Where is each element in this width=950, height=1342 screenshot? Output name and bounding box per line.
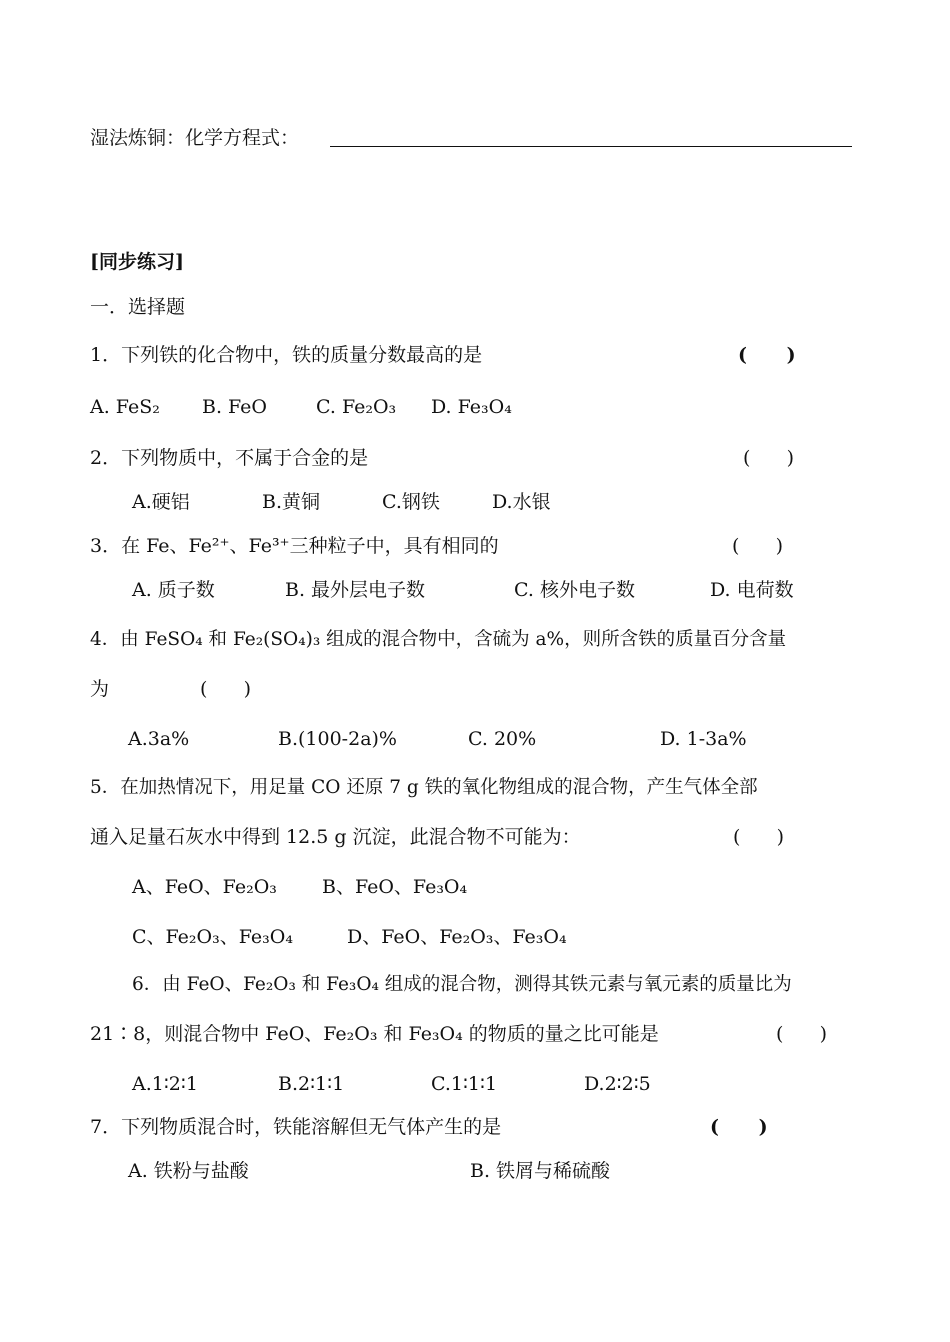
question-3-option-c: C. 核外电子数 xyxy=(514,579,635,601)
section-title: [同步练习] xyxy=(90,251,184,273)
question-5-option-a: A、FeO、Fe₂O₃ xyxy=(132,876,277,898)
question-6-answer-paren: ( ) xyxy=(776,1023,828,1045)
intro-text: 湿法炼铜：化学方程式： xyxy=(90,127,300,149)
question-6-option-c: C.1∶1∶1 xyxy=(431,1073,498,1095)
question-7-option-b: B. 铁屑与稀硫酸 xyxy=(470,1160,611,1182)
question-2-option-c: C.钢铁 xyxy=(382,491,440,513)
question-7-answer-paren: ( ) xyxy=(710,1116,768,1138)
question-7-option-a: A. 铁粉与盐酸 xyxy=(128,1160,249,1182)
question-6-option-a: A.1∶2∶1 xyxy=(132,1073,198,1095)
question-1-option-b: B. FeO xyxy=(202,396,268,418)
question-5-option-b: B、FeO、Fe₃O₄ xyxy=(322,876,468,898)
question-6-stem: 6．由 FeO、Fe₂O₃ 和 Fe₃O₄ 组成的混合物，测得其铁元素与氧元素的质量比为 xyxy=(132,974,792,995)
question-4-option-d: D. 1-3a% xyxy=(660,728,747,750)
question-4-answer-paren: ( ) xyxy=(200,678,252,700)
question-3-option-a: A. 质子数 xyxy=(132,579,215,601)
question-4-option-c: C. 20% xyxy=(468,728,537,750)
question-3-option-b: B. 最外层电子数 xyxy=(285,579,426,601)
question-5-option-c: C、Fe₂O₃、Fe₃O₄ xyxy=(132,926,293,948)
question-4-stem-continued: 为 xyxy=(90,678,110,700)
question-4-stem: 4．由 FeSO₄ 和 Fe₂(SO₄)₃ 组成的混合物中，含硫为 a%，则所含铁的质量百分含量 xyxy=(90,629,787,650)
question-4-option-a: A.3a% xyxy=(128,728,190,750)
question-3-answer-paren: ( ) xyxy=(732,535,784,557)
question-1-option-a: A. FeS₂ xyxy=(90,396,160,418)
question-4-option-b: B.(100-2a)% xyxy=(278,728,397,750)
question-3-stem: 3．在 Fe、Fe²⁺、Fe³⁺三种粒子中，具有相同的 xyxy=(90,535,499,557)
question-5-option-d: D、FeO、Fe₂O₃、Fe₃O₄ xyxy=(347,926,567,948)
question-1-stem: 1．下列铁的化合物中，铁的质量分数最高的是 xyxy=(90,344,483,366)
question-2-option-a: A.硬铝 xyxy=(132,491,190,513)
question-1-option-c: C. Fe₂O₃ xyxy=(316,396,397,418)
question-5-stem: 5．在加热情况下，用足量 CO 还原 7 g 铁的氧化物组成的混合物，产生气体全部 xyxy=(90,777,758,798)
question-5-answer-paren: ( ) xyxy=(733,826,785,848)
question-5-stem-continued: 通入足量石灰水中得到 12.5 g 沉淀，此混合物不可能为： xyxy=(90,826,581,848)
question-3-option-d: D. 电荷数 xyxy=(710,579,794,601)
answer-blank-line xyxy=(330,146,852,147)
question-6-option-b: B.2∶1∶1 xyxy=(278,1073,345,1095)
question-2-option-d: D.水银 xyxy=(492,491,551,513)
question-1-answer-paren: ( ) xyxy=(738,344,796,366)
question-2-answer-paren: ( ) xyxy=(743,447,795,469)
question-6-stem-continued: 21∶8，则混合物中 FeO、Fe₂O₃ 和 Fe₃O₄ 的物质的量之比可能是 xyxy=(90,1023,659,1045)
question-6-option-d: D.2∶2∶5 xyxy=(584,1073,651,1095)
question-1-option-d: D. Fe₃O₄ xyxy=(431,396,512,418)
part-heading: 一．选择题 xyxy=(90,296,186,318)
question-2-option-b: B.黄铜 xyxy=(262,491,321,513)
question-2-stem: 2．下列物质中，不属于合金的是 xyxy=(90,447,369,469)
question-7-stem: 7．下列物质混合时，铁能溶解但无气体产生的是 xyxy=(90,1116,502,1138)
